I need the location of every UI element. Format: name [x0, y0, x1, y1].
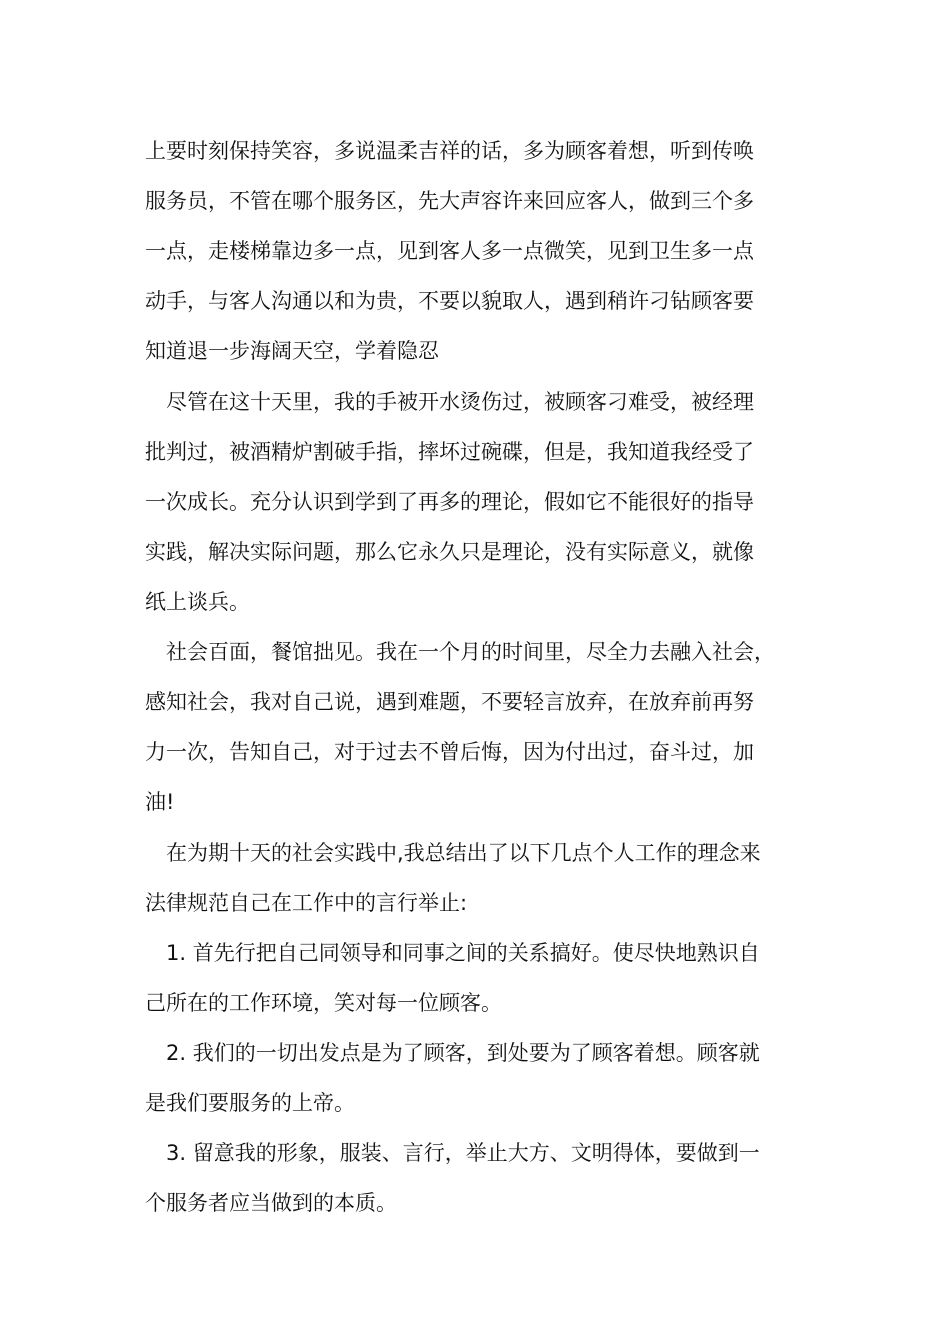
- text-line: 动手，与客人沟通以和为贵，不要以貌取人，遇到稍许刁钻顾客要: [145, 289, 754, 313]
- text-line: 己所在的工作环境，笑对每一位顾客。: [145, 991, 502, 1015]
- text-line: 服务员，不管在哪个服务区，先大声容许来回应客人，做到三个多: [145, 189, 754, 213]
- text-line: 2. 我们的一切出发点是为了顾客，到处要为了顾客着想。顾客就: [166, 1041, 760, 1065]
- text-line: 社会百面，餐馆拙见。我在一个月的时间里，尽全力去融入社会，: [166, 640, 775, 664]
- text-line: 纸上谈兵。: [145, 590, 250, 614]
- text-line: 实践，解决实际问题，那么它永久只是理论，没有实际意义，就像: [145, 540, 754, 564]
- text-line: 批判过，被酒精炉割破手指，摔坏过碗碟，但是，我知道我经受了: [145, 440, 754, 464]
- text-line: 知道退一步海阔天空，学着隐忍: [145, 339, 439, 363]
- text-line: 在为期十天的社会实践中,我总结出了以下几点个人工作的理念来: [166, 841, 761, 865]
- text-line: 力一次，告知自己，对于过去不曾后悔，因为付出过，奋斗过，加: [145, 740, 754, 764]
- text-line: 个服务者应当做到的本质。: [145, 1191, 397, 1215]
- text-line: 1. 首先行把自己同领导和同事之间的关系搞好。使尽快地熟识自: [166, 941, 760, 965]
- text-line: 感知社会，我对自己说，遇到难题，不要轻言放弃，在放弃前再努: [145, 690, 754, 714]
- text-line: 3. 留意我的形象，服装、言行，举止大方、文明得体，要做到一: [166, 1141, 760, 1165]
- text-line: 一次成长。充分认识到学到了再多的理论，假如它不能很好的指导: [145, 490, 754, 514]
- text-line: 上要时刻保持笑容，多说温柔吉祥的话，多为顾客着想，听到传唤: [145, 139, 754, 163]
- text-line: 是我们要服务的上帝。: [145, 1091, 355, 1115]
- text-line: 尽管在这十天里，我的手被开水烫伤过，被顾客刁难受，被经理: [166, 390, 754, 414]
- text-line: 一点，走楼梯靠边多一点，见到客人多一点微笑，见到卫生多一点: [145, 239, 754, 263]
- text-line: 油!: [145, 790, 175, 814]
- text-line: 法律规范自己在工作中的言行举止:: [145, 891, 468, 915]
